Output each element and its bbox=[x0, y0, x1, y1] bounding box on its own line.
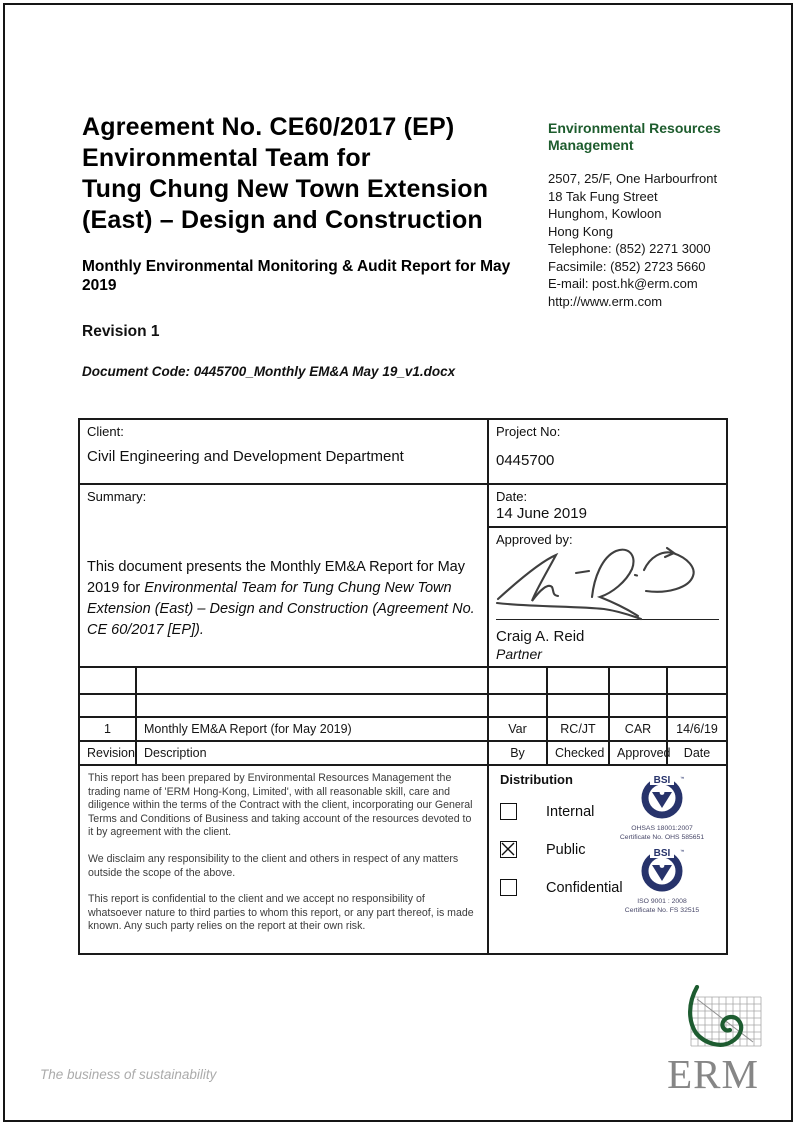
phone-line: Telephone: (852) 2271 3000 bbox=[548, 241, 711, 256]
empty-cell bbox=[609, 667, 667, 694]
empty-cell bbox=[488, 694, 547, 717]
disclaimer-paragraph: We disclaim any responsibility to the client and others in respect of any matters outside the scope of the above. bbox=[88, 852, 459, 879]
bsi-certification-iso bbox=[603, 847, 721, 915]
approved-by-label: Approved by: bbox=[496, 532, 573, 547]
revision-data-row bbox=[79, 717, 727, 741]
checkbox-confidential[interactable] bbox=[500, 879, 517, 896]
website-line: http://www.erm.com bbox=[548, 293, 663, 309]
date-value: 14 June 2019 bbox=[496, 505, 587, 522]
revision-description: Monthly EM&A Report (for May 2019) bbox=[136, 717, 488, 741]
distribution-option-label: Confidential bbox=[546, 879, 623, 896]
client-value: Civil Engineering and Development Department bbox=[87, 448, 404, 465]
company-name: Environmental Resources Management bbox=[548, 120, 721, 153]
company-contact-block bbox=[548, 120, 753, 310]
revision-empty-row bbox=[79, 694, 727, 717]
erm-logo-text: ERM bbox=[667, 1051, 759, 1097]
revision-approved: CAR bbox=[609, 717, 667, 741]
bsi-logo-icon bbox=[639, 847, 685, 893]
project-no-value: 0445700 bbox=[496, 452, 555, 469]
title-line: Environmental Team for bbox=[82, 144, 371, 172]
revision-by: Var bbox=[488, 717, 547, 741]
certification-caption bbox=[603, 898, 721, 915]
empty-cell bbox=[547, 694, 609, 717]
client-cell bbox=[79, 419, 488, 484]
client-label: Client: bbox=[87, 424, 124, 439]
header-description: Description bbox=[136, 741, 488, 765]
revision-label: Revision 1 bbox=[82, 323, 160, 340]
empty-cell bbox=[547, 667, 609, 694]
empty-cell bbox=[667, 667, 727, 694]
summary-text bbox=[87, 557, 480, 641]
bsi-certification-ohsas bbox=[603, 774, 721, 842]
certification-standard: OHSAS 18001:2007 bbox=[631, 825, 693, 832]
title-line: (East) – Design and Construction bbox=[82, 206, 483, 234]
certification-caption bbox=[603, 825, 721, 842]
revision-header-row bbox=[79, 741, 727, 765]
summary-text-italic: Environmental Team for Tung Chung New Town Extension (East) – Design and Construction (Agreement No. CE 60/2017 [EP]). bbox=[87, 580, 475, 638]
empty-cell bbox=[136, 667, 488, 694]
title-line: Agreement No. CE60/2017 (EP) bbox=[82, 113, 455, 141]
empty-cell bbox=[79, 694, 136, 717]
empty-cell bbox=[79, 667, 136, 694]
revision-number: 1 bbox=[79, 717, 136, 741]
certification-standard: ISO 9001 : 2008 bbox=[637, 898, 687, 905]
disclaimer-paragraph: This report has been prepared by Environmental Resources Management the trading name of 'ERM Hong-Kong, Limited', with all reasonable skill, care and diligence within the terms of the Contract with the client, incorporating our General Terms and Conditions of Business and taking account of the resources devoted to it by agreement with the client. bbox=[88, 772, 473, 839]
distribution-option-label: Public bbox=[546, 841, 586, 858]
address-line: Hong Kong bbox=[548, 223, 614, 239]
date-label: Date: bbox=[496, 489, 528, 504]
signature-image bbox=[492, 543, 714, 629]
signature-line bbox=[496, 619, 719, 620]
disclaimer-text bbox=[87, 770, 480, 949]
company-tagline: The business of sustainability bbox=[40, 1067, 217, 1082]
title-block bbox=[82, 112, 552, 341]
svg-text:™: ™ bbox=[680, 849, 685, 854]
report-subtitle: Monthly Environmental Monitoring & Audit Report for May 2019 bbox=[82, 258, 511, 294]
document-code: Document Code: 0445700_Monthly EM&A May 19_v1.docx bbox=[82, 364, 456, 379]
summary-text-plain: This document presents the Monthly EM&A Report for May 2019 for bbox=[87, 559, 465, 596]
distribution-option-label: Internal bbox=[546, 803, 595, 820]
header-revision: Revision bbox=[79, 741, 136, 765]
address-line: Hunghom, Kowloon bbox=[548, 206, 662, 221]
empty-cell bbox=[609, 694, 667, 717]
header-date: Date bbox=[667, 741, 727, 765]
project-no-label: Project No: bbox=[496, 424, 561, 439]
summary-cell bbox=[79, 484, 488, 667]
checkbox-internal[interactable] bbox=[500, 803, 517, 820]
project-no-cell bbox=[488, 419, 727, 484]
erm-logo bbox=[660, 985, 766, 1097]
svg-text:BSI: BSI bbox=[653, 848, 671, 859]
empty-cell bbox=[667, 694, 727, 717]
page-title bbox=[82, 112, 552, 236]
svg-text:™: ™ bbox=[680, 776, 685, 781]
empty-cell bbox=[488, 667, 547, 694]
summary-label: Summary: bbox=[87, 489, 147, 504]
header-by: By bbox=[488, 741, 547, 765]
approved-by-cell bbox=[488, 527, 727, 667]
empty-cell bbox=[136, 694, 488, 717]
header-checked: Checked bbox=[547, 741, 609, 765]
bsi-logo-icon bbox=[639, 774, 685, 820]
revision-date: 14/6/19 bbox=[667, 717, 727, 741]
certification-logos bbox=[603, 774, 721, 920]
info-table bbox=[78, 418, 728, 955]
disclaimer-paragraph: This report is confidential to the client and we accept no responsibility of whatsoever nature to third parties to whom this report, or any part thereof, is made known. Any such party relies on the report at their own risk. bbox=[88, 893, 474, 933]
revision-checked: RC/JT bbox=[547, 717, 609, 741]
certification-number: Certificate No. FS 32515 bbox=[624, 906, 700, 914]
title-line: Tung Chung New Town Extension bbox=[82, 175, 489, 203]
distribution-cell bbox=[488, 765, 727, 954]
checkbox-public[interactable] bbox=[500, 841, 517, 858]
svg-text:BSI: BSI bbox=[653, 775, 671, 786]
date-cell bbox=[488, 484, 727, 527]
revision-empty-row bbox=[79, 667, 727, 694]
x-mark-icon bbox=[501, 842, 515, 856]
address-line: 18 Tak Fung Street bbox=[548, 188, 658, 204]
company-address bbox=[548, 170, 753, 310]
fax-line: Facsimile: (852) 2723 5660 bbox=[548, 258, 706, 274]
disclaimer-cell bbox=[79, 765, 488, 954]
email-line: E-mail: post.hk@erm.com bbox=[548, 276, 698, 291]
approver-name: Craig A. Reid bbox=[496, 628, 585, 645]
address-line: 2507, 25/F, One Harbourfront bbox=[548, 171, 718, 186]
approver-title: Partner bbox=[496, 646, 542, 662]
erm-spiral-grid-icon bbox=[661, 985, 765, 1051]
header-approved: Approved bbox=[609, 741, 667, 765]
certification-number: Certificate No. OHS 585651 bbox=[619, 833, 705, 841]
distribution-label: Distribution bbox=[500, 772, 573, 787]
